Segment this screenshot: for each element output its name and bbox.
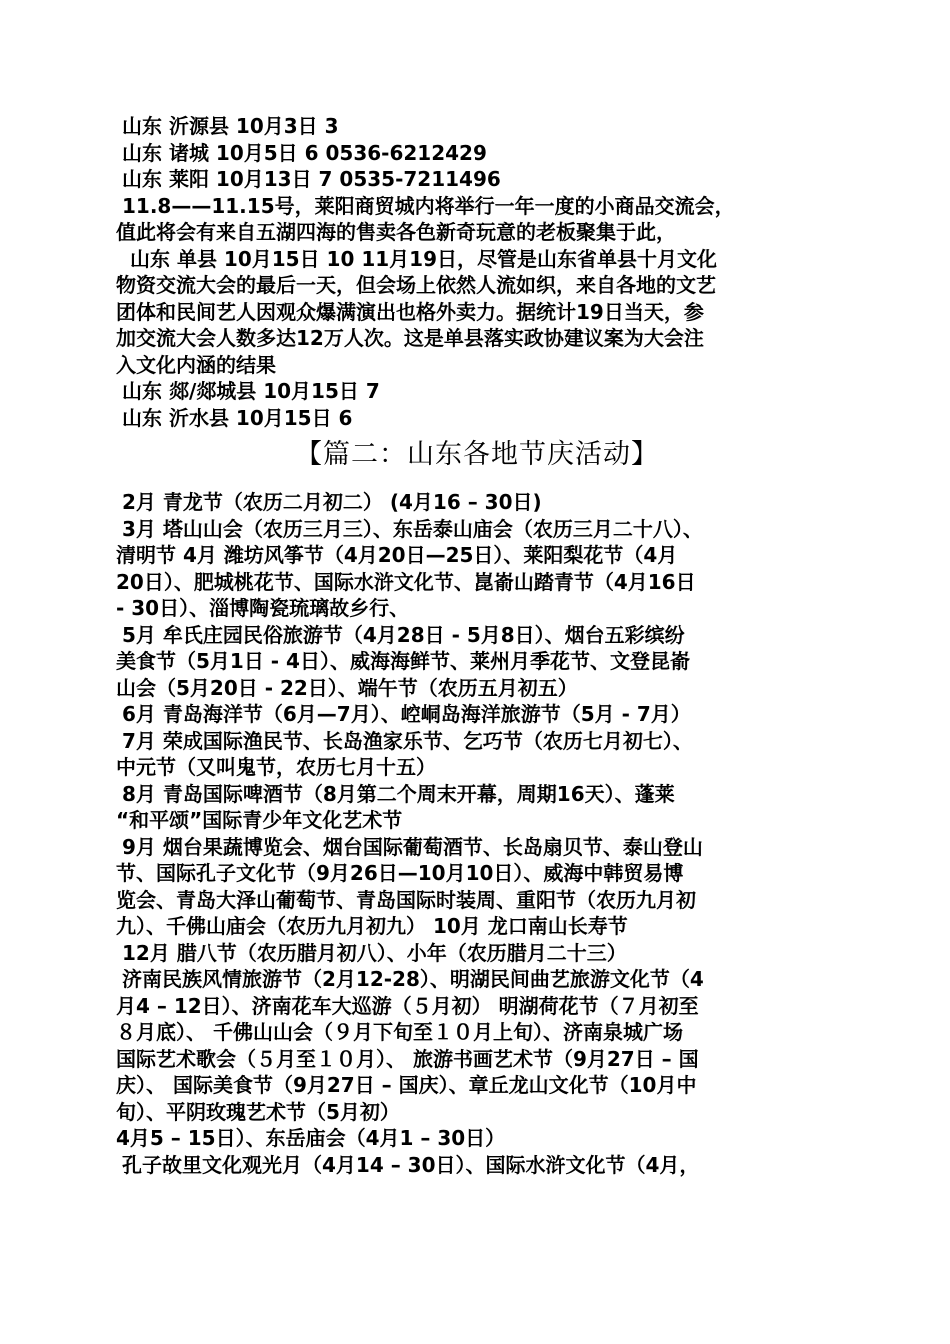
text-line: 4月5 – 15日）、东岳庙会（4月1 – 30日）	[116, 1126, 506, 1150]
document-page	[116, 113, 838, 1178]
text-line: 九）、千佛山庙会（农历九月初九） 10月 龙口南山长寿节	[116, 914, 628, 938]
text-line: 孔子故里文化观光月（4月14 – 30日）、国际水浒文化节（4月，	[122, 1152, 700, 1177]
text-line: 山会（5月20日 - 22日）、端午节（农历五月初五）	[116, 675, 578, 700]
text-line: 入文化内涵的结果	[116, 352, 276, 377]
text-line: ８月底）、 千佛山山会（９月下旬至１０月上旬）、济南泉城广场	[116, 1020, 683, 1044]
text-line: 览会、青岛大泽山葡萄节、青岛国际时装周、重阳节（农历九月初	[116, 887, 696, 912]
text-line: 山东 莱阳 10月13日 7 0535-7211496	[122, 167, 501, 191]
text-line: 山东 沂源县 10月3日 3	[122, 114, 339, 138]
text-line: 9月 烟台果蔬博览会、烟台国际葡萄酒节、长岛扇贝节、泰山登山	[122, 834, 703, 859]
text-line: 8月 青岛国际啤酒节（8月第二个周末开幕，周期16天）、蓬莱	[122, 781, 675, 806]
text-line: 庆）、 国际美食节（9月27日 – 国庆）、章丘龙山文化节（10月中	[116, 1073, 697, 1097]
text-line: 12月 腊八节（农历腊月初八）、小年（农历腊月二十三）	[122, 940, 627, 965]
text-line: 加交流大会人数多达12万人次。这是单县落实政协建议案为大会注	[116, 326, 704, 350]
text-line: 山东 郯/郯城县 10月15日 7	[122, 379, 380, 403]
text-line: 旬）、平阴玫瑰艺术节（5月初）	[116, 1099, 400, 1124]
text-line: 济南民族风情旅游节（2月12-28）、明湖民间曲艺旅游文化节（4	[122, 967, 704, 991]
text-line: 清明节 4月 潍坊风筝节（4月20日—25日）、莱阳梨花节（4月	[116, 543, 678, 567]
text-line: 物资交流大会的最后一天，但会场上依然人流如织，来自各地的文艺	[116, 273, 716, 297]
section-one	[116, 113, 838, 431]
text-line: 中元节（又叫鬼节，农历七月十五）	[116, 755, 436, 779]
text-line: 2月 青龙节（农历二月初二） (4月16 – 30日)	[122, 490, 542, 514]
text-line: 6月 青岛海洋节（6月—7月）、崆峒岛海洋旅游节（5月 - 7月）	[122, 702, 691, 726]
text-line: 山东 诸城 10月5日 6 0536-6212429	[122, 140, 487, 165]
text-line: 值此将会有来自五湖四海的售卖各色新奇玩意的老板聚集于此，	[116, 220, 676, 244]
text-line: 7月 荣成国际渔民节、长岛渔家乐节、乞巧节（农历七月初七）、	[122, 728, 693, 753]
text-line: 11.8——11.15号，莱阳商贸城内将举行一年一度的小商品交流会，	[122, 193, 735, 218]
text-line: - 30日）、淄博陶瓷琉璃故乡行、	[116, 596, 410, 620]
text-line: 国际艺术歌会（５月至１０月）、 旅游书画艺术节（9月27日 – 国	[116, 1046, 699, 1071]
text-line: 月4 – 12日）、济南花车大巡游（５月初） 明湖荷花节（７月初至	[116, 993, 699, 1018]
text-line: “和平颂”国际青少年文化艺术节	[116, 808, 403, 832]
text-line: 3月 塔山山会（农历三月三）、东岳泰山庙会（农历三月二十八）、	[122, 516, 703, 541]
text-line: 山东 沂水县 10月15日 6	[122, 405, 353, 430]
section-heading: 【篇二：山东各地节庆活动】	[295, 439, 659, 470]
text-line: 山东 单县 10月15日 10 11月19日，尽管是山东省单县十月文化	[130, 246, 718, 271]
text-line: 5月 牟氏庄园民俗旅游节（4月28日 - 5月8日）、烟台五彩缤纷	[122, 622, 685, 647]
text-line: 美食节（5月1日 - 4日）、威海海鲜节、莱州月季花节、文登昆嵛	[116, 649, 690, 673]
text-line: 20日）、肥城桃花节、国际水浒文化节、崑嵛山踏青节（4月16日	[116, 569, 696, 594]
section-two	[116, 489, 838, 1178]
text-line: 团体和民间艺人因观众爆满演出也格外卖力。据统计19日当天，参	[116, 299, 704, 324]
text-line: 节、国际孔子文化节（9月26日—10月10日）、威海中韩贸易博	[116, 861, 684, 885]
